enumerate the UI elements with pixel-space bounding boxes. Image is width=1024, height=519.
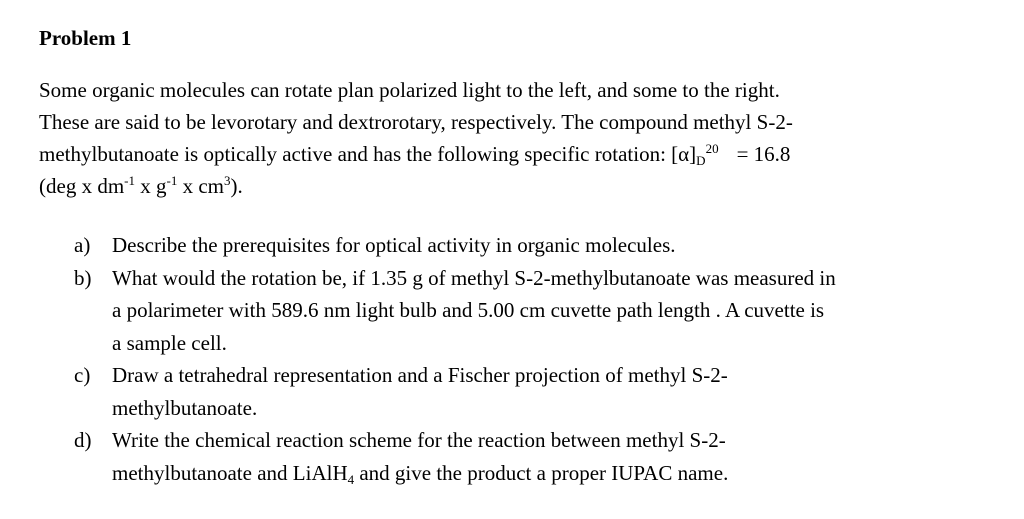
question-c-line-1: Draw a tetrahedral representation and a Fischer projection of methyl S-2- [112,363,728,387]
question-d-line-2-part-2: and give the product a proper IUPAC name. [354,460,729,485]
intro-line-2: These are said to be levorotary and dextrorotary, respectively. The compound methyl S-2- [39,110,793,134]
bracket-close: ] [689,142,697,166]
question-b-line-1: What would the rotation be, if 1.35 g of methyl S-2-methylbutanoate was measured in [112,265,836,290]
units-sup-3: 3 [224,173,231,188]
intro-line-1: Some organic molecules can rotate plan polarized light to the left, and some to the right. [39,78,780,102]
rotation-value: = 16.8 [736,142,791,166]
question-b-line-2: a polarimeter with 589.6 nm light bulb and 5.00 cm cuvette path length . A cuvette is [112,298,825,322]
superscript-20: 20 [705,141,719,156]
question-c-line-2: methylbutanoate. [112,395,258,420]
question-d-line-2-part-1: methylbutanoate and LiAlH [112,460,348,485]
intro-line-4 [39,170,999,202]
intro-line-3-text: methylbutanoate is optically active and has the following specific rotation: [ [39,142,679,166]
question-marker: c) [74,363,91,387]
subscript-d: D [696,153,706,168]
question-b-line-3: a sample cell. [112,330,227,355]
question-marker: a) [74,233,91,257]
intro-line-3 [39,138,999,170]
question-marker: d) [74,428,92,452]
units-sup-1: -1 [124,173,135,188]
question-a-line-1: Describe the prerequisites for optical activity in organic molecules. [112,233,676,257]
units-g: x g [135,174,167,198]
alpha-symbol: α [678,142,690,166]
question-d [74,424,974,489]
units-cm: x cm [177,174,224,198]
question-c [74,359,974,424]
question-b [74,262,974,360]
lialh4-subscript: 4 [347,471,355,487]
problem-title: Problem 1 [39,26,132,50]
question-marker: b) [74,265,92,290]
units-deg-dm: (deg x dm [39,174,125,198]
question-d-line-1: Write the chemical reaction scheme for the reaction between methyl S-2- [112,428,726,452]
intro-paragraph [39,74,999,202]
question-a [74,229,974,262]
question-list [74,229,974,489]
question-d-line-2 [112,457,974,490]
units-sup-2: -1 [166,173,178,188]
units-close: ). [230,174,243,198]
